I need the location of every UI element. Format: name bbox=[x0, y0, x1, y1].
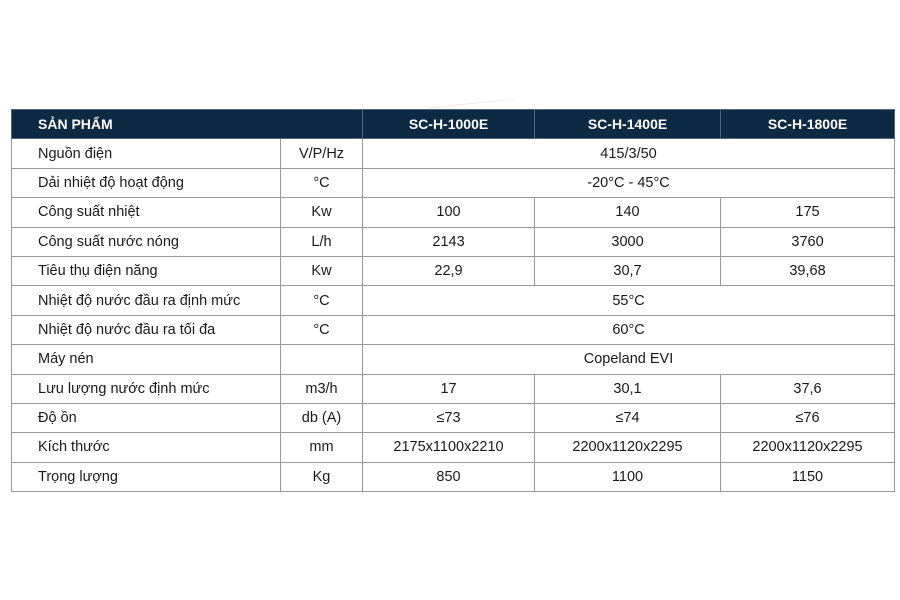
table-row bbox=[12, 345, 895, 374]
spec-label: Kích thước bbox=[12, 433, 281, 462]
spec-value: 2143 bbox=[363, 227, 535, 256]
table-row bbox=[12, 315, 895, 344]
spec-value: 2200x1120x2295 bbox=[721, 433, 895, 462]
spec-value: ≤76 bbox=[721, 403, 895, 432]
model-header: SC-H-1400E bbox=[535, 110, 721, 139]
model-header: SC-H-1800E bbox=[721, 110, 895, 139]
spec-label: Công suất nước nóng bbox=[12, 227, 281, 256]
table-row bbox=[12, 374, 895, 403]
spec-value: 39,68 bbox=[721, 256, 895, 285]
spec-value: 850 bbox=[363, 462, 535, 491]
spec-label: Tiêu thụ điện năng bbox=[12, 256, 281, 285]
spec-value: ≤73 bbox=[363, 403, 535, 432]
table-row bbox=[12, 433, 895, 462]
spec-value: 175 bbox=[721, 198, 895, 227]
spec-value-all: 55°C bbox=[363, 286, 895, 315]
spec-value: 30,1 bbox=[535, 374, 721, 403]
spec-value: 3760 bbox=[721, 227, 895, 256]
spec-value: 17 bbox=[363, 374, 535, 403]
model-header: SC-H-1000E bbox=[363, 110, 535, 139]
table-row bbox=[12, 403, 895, 432]
spec-label: Trọng lượng bbox=[12, 462, 281, 491]
spec-unit bbox=[281, 345, 363, 374]
table-row bbox=[12, 462, 895, 491]
spec-value-all: 60°C bbox=[363, 315, 895, 344]
spec-value: 22,9 bbox=[363, 256, 535, 285]
spec-unit: L/h bbox=[281, 227, 363, 256]
spec-value-all: 415/3/50 bbox=[363, 139, 895, 168]
spec-unit: Kw bbox=[281, 256, 363, 285]
spec-unit: Kw bbox=[281, 198, 363, 227]
spec-unit: db (A) bbox=[281, 403, 363, 432]
spec-value: 2175x1100x2210 bbox=[363, 433, 535, 462]
table-row bbox=[12, 227, 895, 256]
table-row bbox=[12, 198, 895, 227]
spec-label: Máy nén bbox=[12, 345, 281, 374]
spec-unit: °C bbox=[281, 168, 363, 197]
header-row bbox=[12, 110, 895, 139]
table-row bbox=[12, 256, 895, 285]
decorative-swoosh bbox=[425, 98, 515, 108]
spec-unit: V/P/Hz bbox=[281, 139, 363, 168]
spec-label: Nhiệt độ nước đầu ra tối đa bbox=[12, 315, 281, 344]
table-row bbox=[12, 286, 895, 315]
spec-table bbox=[11, 109, 895, 492]
spec-label: Độ ồn bbox=[12, 403, 281, 432]
spec-unit: °C bbox=[281, 286, 363, 315]
spec-unit: mm bbox=[281, 433, 363, 462]
product-header: SẢN PHẨM bbox=[12, 110, 363, 139]
spec-value: 1100 bbox=[535, 462, 721, 491]
spec-label: Nhiệt độ nước đầu ra định mức bbox=[12, 286, 281, 315]
spec-value: 100 bbox=[363, 198, 535, 227]
table-row bbox=[12, 168, 895, 197]
spec-value: 2200x1120x2295 bbox=[535, 433, 721, 462]
spec-label: Lưu lượng nước định mức bbox=[12, 374, 281, 403]
table-row bbox=[12, 139, 895, 168]
spec-value: 30,7 bbox=[535, 256, 721, 285]
spec-value: 1150 bbox=[721, 462, 895, 491]
spec-label: Nguồn điện bbox=[12, 139, 281, 168]
spec-value: ≤74 bbox=[535, 403, 721, 432]
spec-value: 3000 bbox=[535, 227, 721, 256]
spec-value: 37,6 bbox=[721, 374, 895, 403]
spec-value: 140 bbox=[535, 198, 721, 227]
spec-unit: m3/h bbox=[281, 374, 363, 403]
spec-value-all: -20°C - 45°C bbox=[363, 168, 895, 197]
spec-unit: Kg bbox=[281, 462, 363, 491]
spec-label: Công suất nhiệt bbox=[12, 198, 281, 227]
spec-label: Dải nhiệt độ hoạt động bbox=[12, 168, 281, 197]
spec-unit: °C bbox=[281, 315, 363, 344]
spec-value-all: Copeland EVI bbox=[363, 345, 895, 374]
